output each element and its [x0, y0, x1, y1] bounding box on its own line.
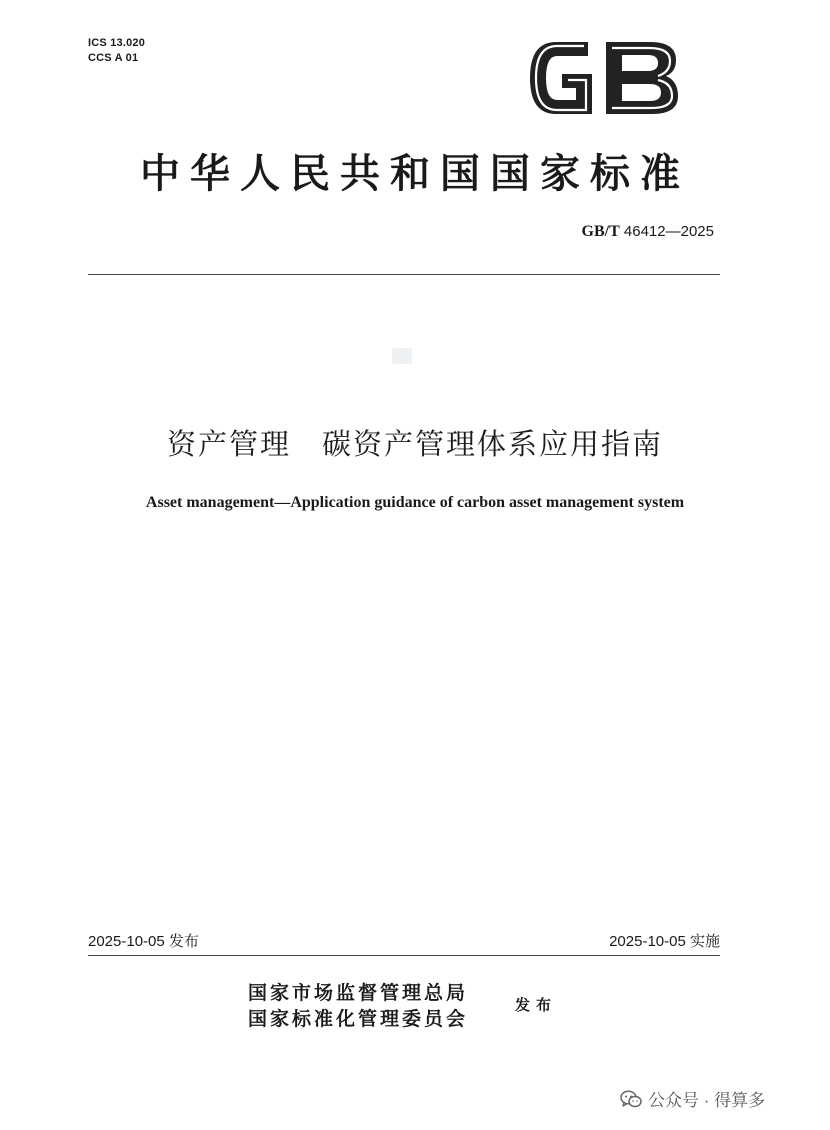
wechat-icon	[620, 1090, 642, 1108]
title-english: Asset management—Application guidance of carbon asset management system	[145, 494, 685, 511]
ics-code: ICS 13.020	[88, 37, 146, 49]
implementation-date: 2025-10-05 实施	[609, 933, 720, 950]
issuer-sac: 国家标准化管理委员会	[248, 1008, 469, 1030]
gb-logo-g	[530, 42, 592, 114]
issuer-samr: 国家市场监督管理总局	[248, 982, 469, 1004]
title-chinese: 资产管理 碳资产管理体系应用指南	[166, 427, 663, 461]
gb-logo	[526, 36, 682, 120]
standard-code: 46412—2025	[623, 223, 714, 240]
issue-date: 2025-10-05 发布	[88, 933, 199, 950]
ccs-code: CCS A 01	[88, 52, 139, 64]
gb-logo-b	[606, 42, 678, 114]
classification-codes	[88, 36, 145, 66]
top-divider	[88, 274, 720, 275]
standard-prefix: GB/T	[581, 223, 620, 240]
faint-mark	[392, 348, 412, 364]
standard-number	[582, 223, 715, 241]
watermark-text: 公众号 · 得算多	[648, 1091, 766, 1110]
bottom-divider	[88, 955, 720, 956]
issuing-authorities	[248, 980, 468, 1032]
issue-label: 发布	[515, 996, 558, 1014]
watermark	[620, 1086, 765, 1111]
national-standard-title: 中华人民共和国国家标准	[140, 150, 690, 197]
